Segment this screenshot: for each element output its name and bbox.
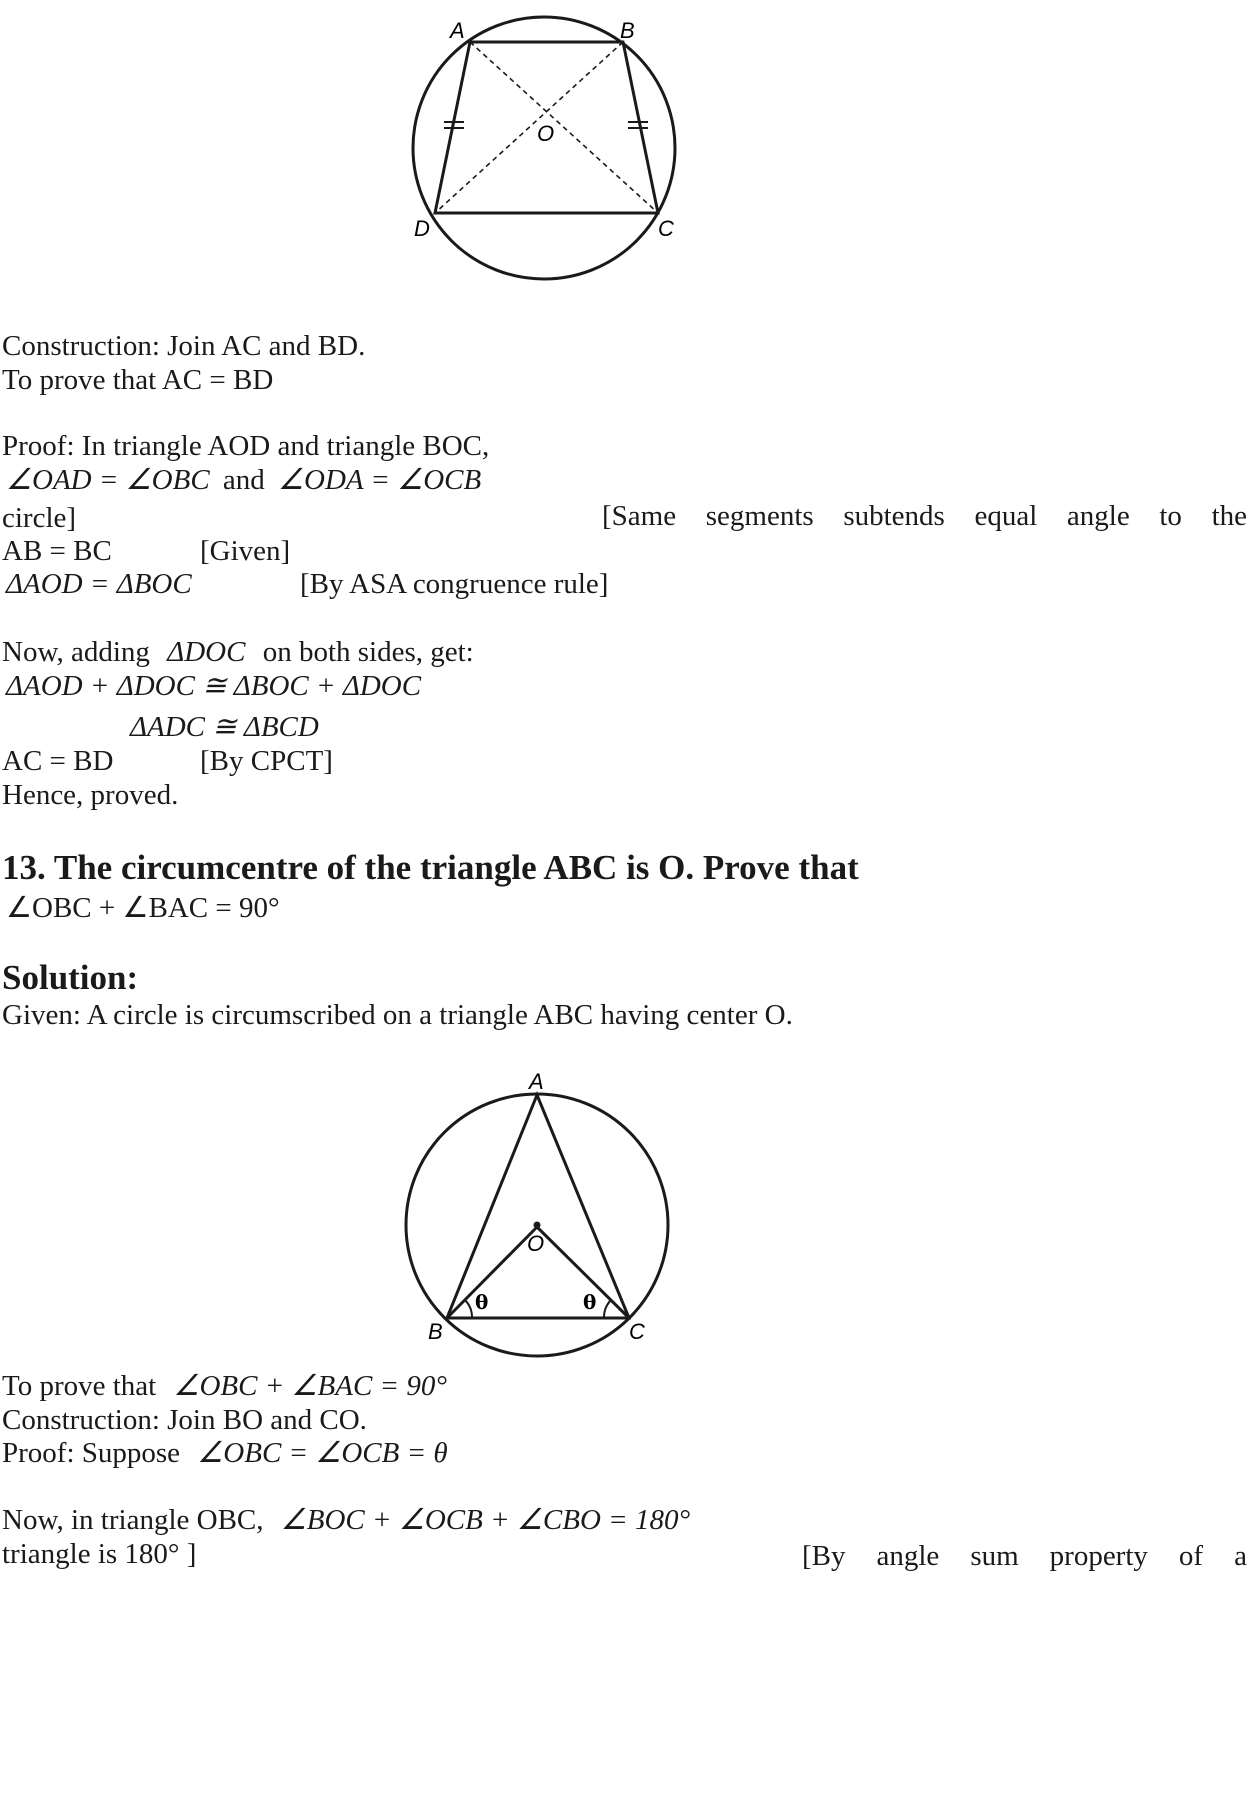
reason-word: angle xyxy=(1066,500,1130,532)
solution-label: Solution: xyxy=(2,958,139,997)
triangle-equality-row xyxy=(2,566,609,602)
triangle-equality: ΔAOD = ΔBOC xyxy=(6,568,192,600)
ac-bd-row xyxy=(2,743,333,779)
proof-row xyxy=(2,1435,448,1471)
ab-bc-row xyxy=(2,533,291,569)
label-b: B xyxy=(620,18,635,43)
reason-word: [Same xyxy=(602,500,677,532)
question-13-statement: ∠OBC + ∠BAC = 90° xyxy=(6,892,280,924)
reason-word: subtends xyxy=(843,500,945,532)
hence-proved-text: Hence, proved. xyxy=(2,779,179,811)
reason-word: sum xyxy=(970,1540,1019,1572)
to-prove-pre: To prove that xyxy=(2,1370,157,1402)
figure-circumscribed-triangle xyxy=(400,1065,690,1365)
reason-word: segments xyxy=(705,500,814,532)
segment-bo xyxy=(447,1227,537,1318)
angle-arc-b xyxy=(465,1300,472,1318)
theta-right-label: θ xyxy=(583,1290,597,1314)
figure-cyclic-quadrilateral xyxy=(400,8,700,298)
reason-word: of xyxy=(1178,1540,1204,1572)
reason-continuation-2: triangle is 180° ] xyxy=(2,1538,197,1570)
question-13-title: 13. The circumcentre of the triangle ABC is O. Prove that xyxy=(2,848,859,887)
theta-left-label: θ xyxy=(475,1290,489,1314)
triangle-math: ∠BOC + ∠OCB + ∠CBO = 180° xyxy=(280,1504,691,1536)
proof-intro-text: Proof: In triangle AOD and triangle BOC, xyxy=(2,430,490,462)
label-a: A xyxy=(529,1069,544,1094)
label-o: O xyxy=(527,1231,545,1256)
label-c: C xyxy=(629,1319,645,1344)
label-a: A xyxy=(450,18,465,43)
reason-word: a xyxy=(1234,1540,1247,1572)
ac-bd-equation: AC = BD xyxy=(2,745,114,777)
reason-word: the xyxy=(1211,500,1247,532)
proof-pre: Proof: Suppose xyxy=(2,1437,181,1469)
adding-post: on both sides, get: xyxy=(262,636,474,668)
given-text: Given: A circle is circumscribed on a triangle ABC having center O. xyxy=(2,999,793,1031)
construction-text-2: Construction: Join BO and CO. xyxy=(2,1404,367,1436)
construction-text: Construction: Join AC and BD. xyxy=(2,330,366,362)
reason-continuation: circle] xyxy=(2,502,77,534)
and-word: and xyxy=(222,464,265,496)
angle-arc-c xyxy=(604,1300,611,1318)
angle-equality-2: ∠ODA = ∠OCB xyxy=(278,464,482,496)
triangle-abc xyxy=(447,1095,629,1318)
asa-reason: [By ASA congruence rule] xyxy=(300,568,609,600)
adding-pre: Now, adding xyxy=(2,636,150,668)
reason-word: property xyxy=(1049,1540,1148,1572)
label-c: C xyxy=(658,216,674,241)
given-reason: [Given] xyxy=(200,535,291,567)
sum-equation: ΔAOD + ΔDOC ≅ ΔBOC + ΔDOC xyxy=(6,670,422,702)
reason-word: [By xyxy=(802,1540,846,1572)
circle xyxy=(413,17,675,279)
label-o: O xyxy=(537,121,555,146)
triangle-pre: Now, in triangle OBC, xyxy=(2,1504,264,1536)
label-d: D xyxy=(414,216,430,241)
same-segments-reason xyxy=(602,498,1247,534)
angle-equality-1: ∠OAD = ∠OBC xyxy=(6,464,210,496)
to-prove-text: To prove that AC = BD xyxy=(2,364,274,396)
reason-word: equal xyxy=(974,500,1038,532)
congruence-equation: ΔADC ≅ ΔBCD xyxy=(130,711,319,743)
proof-math: ∠OBC = ∠OCB = θ xyxy=(197,1437,448,1469)
cpct-reason: [By CPCT] xyxy=(200,745,333,777)
reason-word: to xyxy=(1159,500,1182,532)
adding-row xyxy=(2,634,474,670)
angle-sum-reason xyxy=(802,1538,1247,1574)
to-prove-math: ∠OBC + ∠BAC = 90° xyxy=(173,1370,447,1402)
reason-word: angle xyxy=(876,1540,940,1572)
label-b: B xyxy=(428,1319,443,1344)
to-prove-row xyxy=(2,1368,447,1404)
adding-triangle: ΔDOC xyxy=(167,636,246,668)
center-point-o xyxy=(534,1222,541,1229)
ab-bc-equation: AB = BC xyxy=(2,535,112,567)
